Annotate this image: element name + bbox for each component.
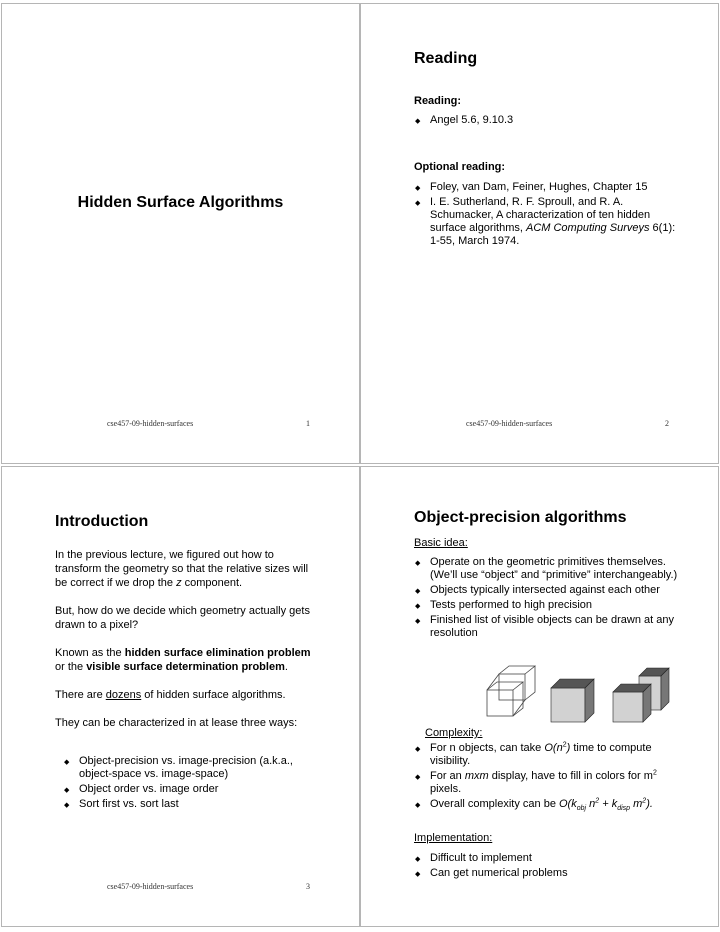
list-item: ◆ I. E. Sutherland, R. F. Sproull, and R. A. Schumacker, A characterization of ten hidden surface algorithms, ACM Computing Surveys 6(1): 1-55, March 1974. bbox=[406, 196, 676, 248]
list-item: ◆ Operate on the geometric primitives themselves. (We’ll use “object” and “primitive” interchangeably.) bbox=[406, 556, 681, 582]
list-item: ◆ Difficult to implement bbox=[406, 852, 686, 865]
list-item: ◆ Tests performed to high precision bbox=[406, 599, 681, 612]
slide-4-title: Object-precision algorithms bbox=[414, 509, 627, 526]
list-item: ◆ Angel 5.6, 9.10.3 bbox=[406, 114, 696, 127]
slide-3-footer-label: cse457-09-hidden-surfaces bbox=[107, 882, 194, 891]
list-item: ◆ Foley, van Dam, Feiner, Hughes, Chapter 15 bbox=[406, 181, 676, 194]
slide-3 bbox=[1, 466, 360, 927]
implementation-header: Implementation: bbox=[414, 832, 493, 844]
slide-1-title: Hidden Surface Algorithms bbox=[77, 194, 284, 211]
solid-cube-icon bbox=[613, 684, 651, 722]
list-item: ◆ Objects typically intersected against each other bbox=[406, 584, 681, 597]
list-item: ◆ Sort first vs. sort last bbox=[55, 798, 325, 811]
list-item: ◆ Overall complexity can be $O(k_{obj}$ $n^2 + k_{disp}$ $m^2$). bbox=[406, 798, 686, 811]
slide-1 bbox=[1, 3, 360, 464]
complexity-list bbox=[406, 742, 686, 813]
slide-1-footer-label: cse457-09-hidden-surfaces bbox=[107, 419, 194, 428]
slide-2 bbox=[360, 3, 719, 464]
list-item: ◆ Object-precision vs. image-precision (a.k.a., object-space vs. image-space) bbox=[55, 755, 325, 781]
complexity-header: Complexity: bbox=[425, 727, 483, 739]
basic-idea-header: Basic idea: bbox=[414, 537, 468, 549]
optional-reading-list bbox=[406, 181, 676, 250]
paragraph: Known as the hidden surface elimination problem or the visible surface determination problem. bbox=[55, 647, 311, 673]
list-item: ◆ Finished list of visible objects can be drawn at any resolution bbox=[406, 614, 681, 640]
slide-2-footer-label: cse457-09-hidden-surfaces bbox=[466, 419, 553, 428]
list-item: ◆ For an mxm display, have to fill in colors for $m^2$ pixels. bbox=[406, 770, 686, 796]
slide-2-title: Reading bbox=[414, 50, 478, 67]
paragraph: They can be characterized in at lease three ways: bbox=[55, 717, 298, 729]
paragraph: There are dozens of hidden surface algorithms. bbox=[55, 689, 286, 701]
slide-2-page-number: 2 bbox=[665, 419, 669, 428]
journal-name: ACM Computing Surveys bbox=[525, 222, 650, 234]
slide-3-page-number: 3 bbox=[306, 882, 310, 891]
reading-list bbox=[406, 114, 696, 129]
slide-3-title: Introduction bbox=[55, 513, 149, 530]
solid-cube-icon bbox=[551, 679, 594, 722]
implementation-list bbox=[406, 852, 686, 882]
optional-reading-header: Optional reading: bbox=[414, 161, 506, 173]
characterization-list bbox=[55, 755, 325, 813]
slide-1-page-number: 1 bbox=[306, 419, 310, 428]
cubes-illustration bbox=[481, 662, 681, 727]
introduction-text bbox=[55, 548, 320, 736]
list-item: ◆ Can get numerical problems bbox=[406, 867, 686, 880]
basic-idea-list bbox=[406, 556, 681, 642]
paragraph: In the previous lecture, we figured out how to transform the geometry so that the relative sizes will be correct if we drop the z component. bbox=[55, 549, 309, 589]
paragraph: But, how do we decide which geometry actually gets drawn to a pixel? bbox=[55, 605, 310, 631]
list-item: ◆ Object order vs. image order bbox=[55, 783, 325, 796]
slide-4 bbox=[360, 466, 719, 927]
list-item: ◆ For n objects, can take $O(n^2)$ time to compute visibility. bbox=[406, 742, 686, 768]
wireframe-cubes-icon bbox=[487, 666, 535, 716]
reading-header: Reading: bbox=[414, 95, 462, 107]
